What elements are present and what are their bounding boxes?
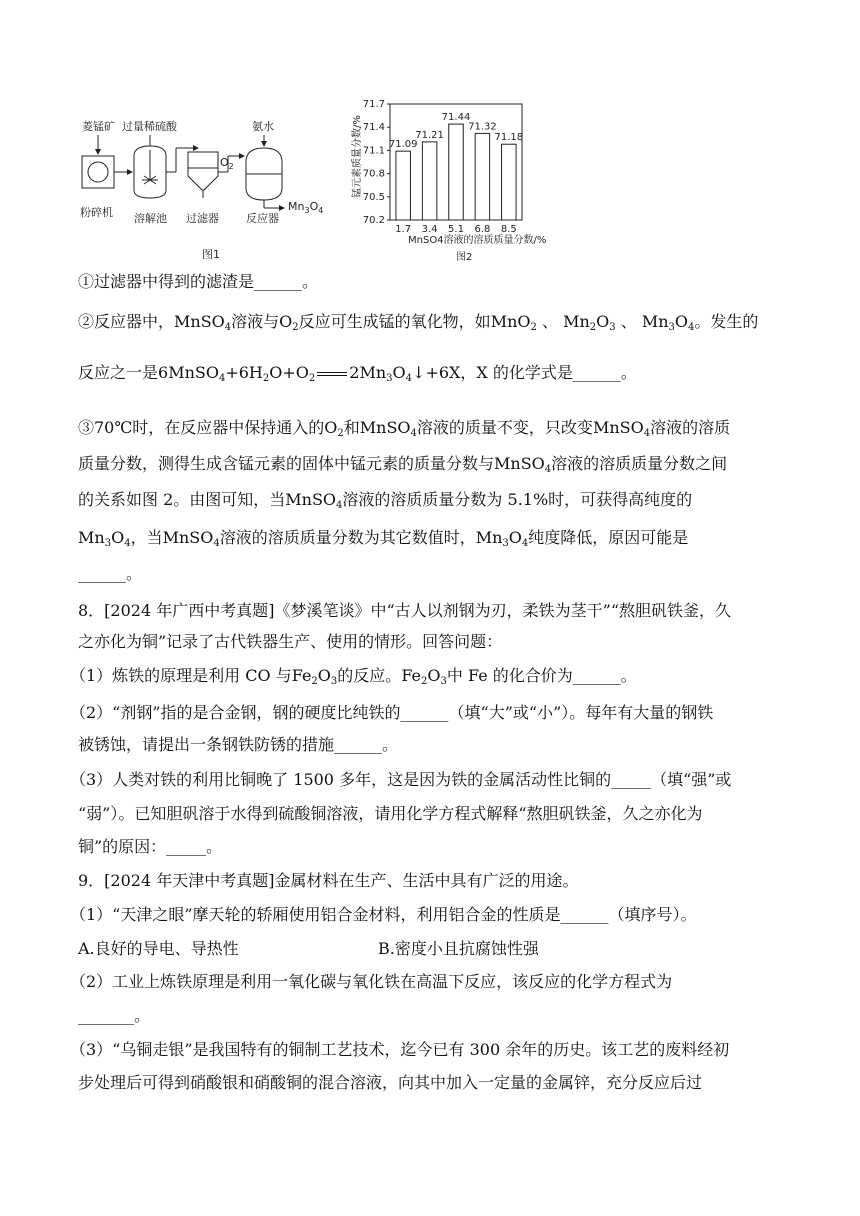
- question-8-part3-line2: “弱”）。已知胆矾溶于水得到硫酸铜溶液，请用化学方程式解释“熬胆矾铁釜，久之亦化为: [78, 804, 703, 823]
- crusher-label: 粉碎机: [80, 206, 113, 219]
- question-9-part2-line1: （2）工业上炼铁原理是利用一氧化碳与氧化铁在高温下反应，该反应的化学方程式为: [70, 972, 673, 991]
- figure1-caption: 图1: [202, 248, 220, 261]
- question-7-part2-line2: 反应之一是$6MnSO_4+6H_2O+O_2$ $2Mn_3O_4↓+6X$，X 的化学式是______。: [78, 363, 637, 384]
- question-9-option-a: A.良好的导电、导热性: [78, 939, 239, 958]
- question-7-part3-line4: $Mn_3O_4$，当MnSO$_4$溶液的溶质质量分数为其它数值时，$Mn_3O_4$纯度降低，原因可能是: [78, 528, 689, 549]
- x-tick-label: 1.7: [395, 224, 412, 235]
- x-tick-label: 8.5: [500, 224, 517, 235]
- process-flow-diagram: [78, 118, 338, 268]
- equation-equals: [317, 372, 347, 376]
- x-tick-label: 3.4: [421, 224, 438, 235]
- question-8-part3-line1: （3）人类对铁的利用比铜晚了 1500 多年，这是因为铁的金属活动性比铜的_____（填“强”或: [70, 770, 732, 789]
- data-label: 71.18: [494, 132, 524, 144]
- y-tick-label: 71.4: [362, 122, 385, 134]
- y-tick-label: 71.1: [362, 145, 385, 157]
- bar-1.7: [396, 151, 411, 220]
- data-label: 71.09: [388, 139, 418, 151]
- bar-5.1: [449, 124, 464, 220]
- question-9-part1: （1）“天津之眼”摩天轮的轿厢使用铝合金材料，利用铝合金的性质是______（填序号）。: [70, 905, 697, 924]
- question-9-part2-line2: _______。: [78, 1006, 151, 1025]
- question-8-part2-line2: 被锈蚀，请提出一条钢铁防锈的措施______。: [78, 735, 399, 754]
- question-7-part1: ①过滤器中得到的滤渣是______。: [78, 272, 319, 291]
- question-9-stem: 9．[2024 年天津中考真题]金属材料在生产、生活中具有广泛的用途。: [78, 871, 579, 890]
- question-7-part3-line3: 的关系如图 2。由图可知，当MnSO$_4$溶液的溶质质量分数为 5.1%时，可获得高纯度的: [78, 490, 693, 511]
- y-tick-label: 70.2: [362, 215, 385, 226]
- data-label: 71.21: [415, 129, 444, 141]
- question-8-part1: （1）炼铁的原理是利用 CO 与$Fe_2O_3$的反应。$Fe_2O_3$中 Fe 的化合价为______。: [70, 666, 637, 687]
- x-axis-label: MnSO4溶液的溶质质量分数/%: [408, 235, 547, 246]
- question-9-part3-line1: （3）“乌铜走银”是我国特有的铜制工艺技术，迄今已有 300 余年的历史。该工艺的废料经初: [70, 1040, 730, 1059]
- product-label: $Mn_3O_4$: [288, 200, 324, 215]
- bar-8.5: [502, 144, 517, 220]
- filter-label: 过滤器: [186, 212, 219, 225]
- tank-label: 溶解池: [134, 212, 167, 225]
- x-tick-label: 5.1: [448, 224, 464, 235]
- data-label: 71.44: [441, 112, 471, 124]
- question-9-part3-line2: 步处理后可得到硝酸银和硝酸铜的混合溶液，向其中加入一定量的金属锌，充分反应后过: [78, 1073, 703, 1092]
- crusher-icon: [88, 162, 108, 182]
- o2-label: $O_2$: [220, 156, 234, 171]
- bar-chart: [348, 98, 547, 268]
- acid-label: 过量稀硫酸: [122, 120, 177, 133]
- question-7-part3-line2: 质量分数，测得生成含锰元素的固体中锰元素的质量分数与MnSO$_4$溶液的溶质质量分数之间: [78, 454, 728, 475]
- ore-label: 菱锰矿: [82, 120, 115, 133]
- question-8-part2-line1: （2）“剂钢”指的是合金钢，钢的硬度比纯铁的______（填“大”或“小”）。每年有大量的钢铁: [70, 703, 714, 722]
- figure2-caption: 图2: [456, 252, 473, 263]
- filter-unit: [188, 152, 218, 190]
- question-8-stem-line1: 8．[2024 年广西中考真题]《梦溪笔谈》中“古人以剂钢为刃，柔铁为茎干”“熬胆矾铁釜，久: [78, 601, 732, 620]
- question-7-part3-line5: ______。: [78, 564, 143, 583]
- y-axis-label: 锰元素质量分数/%: [352, 115, 363, 198]
- question-7-part3-line1: ③70℃时，在反应器中保持通入的$O_2$和MnSO$_4$溶液的质量不变，只改变MnSO$_4$溶液的溶质: [78, 418, 731, 439]
- question-7-part2-line1: ②反应器中，MnSO$_4$溶液与$O_2$反应可生成锰的氧化物，如MnO$_2$ 、 $Mn_2O_3$ 、 $Mn_3O_4$。发生的: [78, 312, 759, 333]
- reactor-label: 反应器: [246, 212, 279, 225]
- y-tick-label: 70.5: [362, 191, 385, 203]
- data-label: 71.32: [468, 121, 497, 133]
- bar-6.8: [475, 133, 490, 220]
- x-tick-label: 6.8: [474, 224, 491, 235]
- crusher-box: [82, 156, 114, 188]
- question-8-stem-line2: 之亦化为铜”记录了古代铁器生产、使用的情形。回答问题：: [78, 632, 503, 651]
- question-8-part3-line3: 铜”的原因：_____。: [78, 837, 223, 856]
- y-tick-label: 71.7: [362, 99, 385, 110]
- ammonia-label: 氨水: [252, 120, 274, 133]
- question-9-option-b: B.密度小且抗腐蚀性强: [378, 939, 539, 958]
- bar-3.4: [422, 142, 437, 220]
- y-tick-label: 70.8: [362, 168, 385, 180]
